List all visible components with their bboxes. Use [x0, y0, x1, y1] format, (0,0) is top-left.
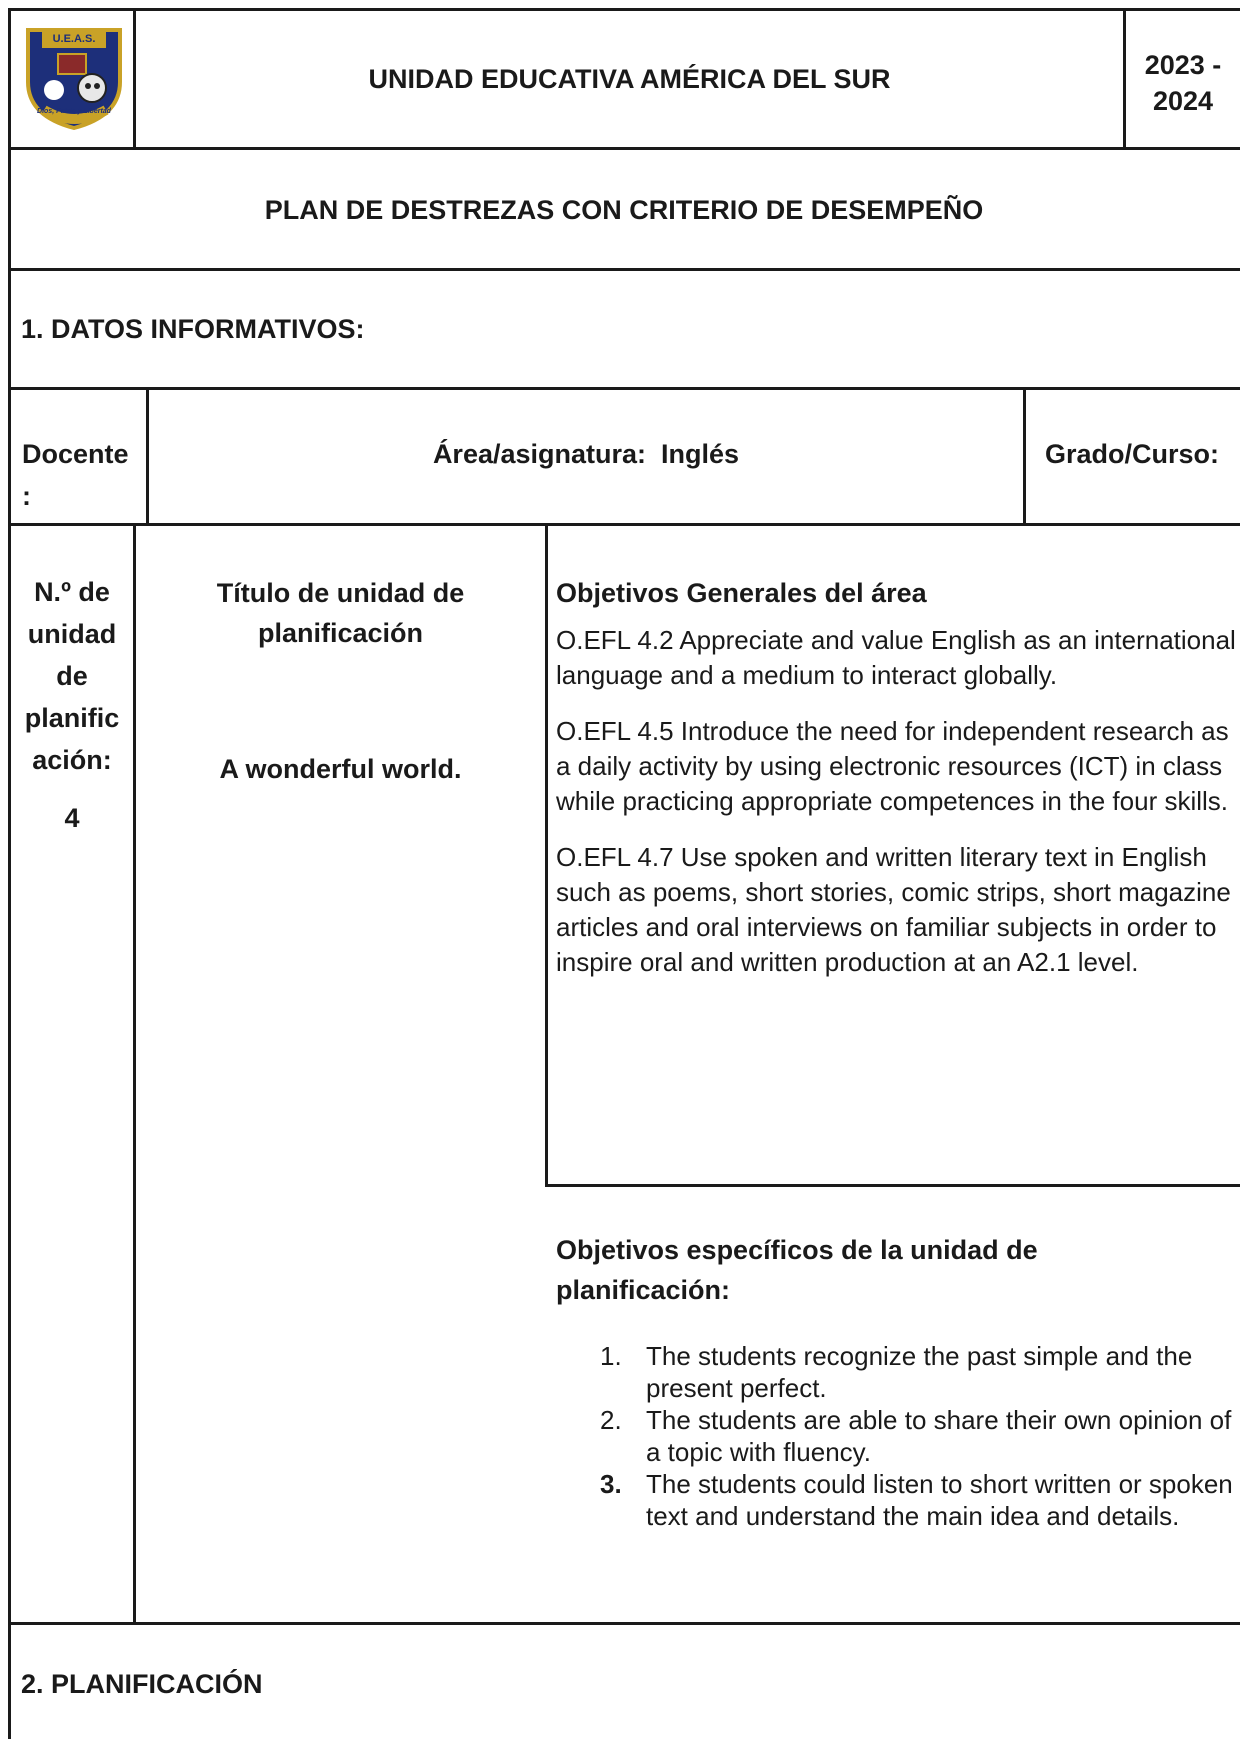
unit-number-label: [11, 571, 133, 839]
unit-title-value: A wonderful world.: [219, 754, 462, 784]
unit-number-value: 4: [64, 803, 80, 833]
row-line-unit: [8, 1622, 1240, 1625]
docente-label-line1: Docente: [22, 439, 129, 469]
list-item: [556, 1468, 1240, 1532]
unit-title-label-line2: planificación: [257, 618, 424, 648]
row-line-plan-title: [8, 268, 1240, 271]
unit-number-label-line: de: [56, 661, 88, 691]
row-line-header: [8, 147, 1240, 150]
unit-divider-2: [545, 523, 548, 1187]
list-item: [556, 1404, 1240, 1468]
general-objectives-title: Objetivos Generales del área: [556, 578, 927, 608]
school-name: UNIDAD EDUCATIVA AMÉRICA DEL SUR: [368, 64, 891, 94]
list-item-number: 3.: [600, 1469, 622, 1499]
general-objectives-bottom: [545, 1184, 1240, 1187]
unit-number-label-line: unidad: [27, 619, 117, 649]
unit-title-label-line1: Título de unidad de: [216, 578, 465, 608]
school-year: [1126, 47, 1240, 119]
list-item-text: The students could listen to short written or spoken text and understand the main idea and details.: [646, 1469, 1233, 1531]
general-objective-item: O.EFL 4.2 Appreciate and value English as an international language and a medium to interact globally.: [556, 625, 1236, 690]
general-objective-item: O.EFL 4.7 Use spoken and written literary text in English such as poems, short stories, comic strips, short magazine articles and oral interviews on familiar subjects in order to inspire oral and written production at an A2.1 level.: [556, 842, 1231, 977]
plan-title: PLAN DE DESTREZAS CON CRITERIO DE DESEMPEÑO: [264, 195, 984, 225]
row-line-datos: [8, 387, 1240, 390]
list-item-text: The students are able to share their own opinion of a topic with fluency.: [646, 1405, 1232, 1467]
list-item-number: 1.: [600, 1341, 622, 1371]
row-line-docente: [8, 523, 1240, 526]
unit-title-label: [136, 573, 545, 653]
logo-motto: Dios, Patria y Libertad: [37, 108, 111, 115]
unit-number-label-line: ación:: [32, 745, 112, 775]
border-top: [8, 8, 1240, 11]
school-year-start: 2023 -: [1144, 50, 1222, 80]
section-2-title: 2. PLANIFICACIÓN: [21, 1669, 263, 1699]
section-1-title: 1. DATOS INFORMATIVOS:: [21, 314, 365, 344]
list-item-number: 2.: [600, 1405, 622, 1435]
school-year-end: 2024: [1152, 86, 1214, 116]
list-item-text: The students recognize the past simple and the present perfect.: [646, 1341, 1193, 1403]
logo-text-top: U.E.A.S.: [52, 33, 96, 45]
unit-number-label-line: planific: [24, 703, 120, 733]
specific-objectives: [556, 1230, 1240, 1532]
specific-objectives-title: Objetivos específicos de la unidad de planificación:: [556, 1235, 1038, 1305]
area-subject: Área/asignatura: Inglés: [432, 439, 740, 469]
unit-divider-1: [133, 523, 136, 1624]
list-item: [556, 1340, 1240, 1404]
grade-course: Grado/Curso:: [1045, 439, 1220, 469]
docente-divider-2: [1023, 387, 1026, 525]
docente-label: [22, 433, 129, 517]
docente-label-line2: :: [22, 481, 31, 511]
specific-objectives-list: [556, 1340, 1240, 1532]
unit-number-label-line: N.º de: [34, 577, 110, 607]
school-logo: [22, 24, 126, 130]
general-objective-item: O.EFL 4.5 Introduce the need for independent research as a daily activity by using electronic resources (ICT) in class while practicing appropriate competences in the four skills.: [556, 716, 1229, 816]
general-objectives: [556, 573, 1240, 1001]
